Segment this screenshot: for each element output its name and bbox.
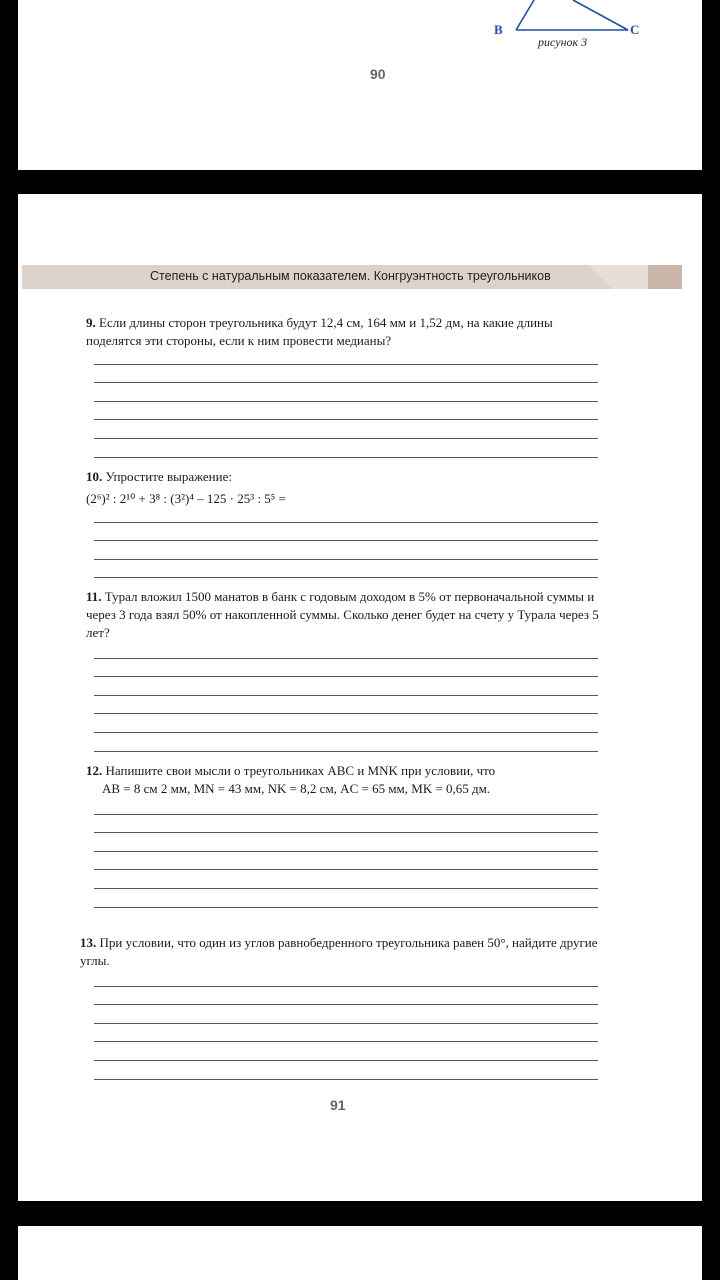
- answer-line[interactable]: [94, 523, 598, 542]
- answer-line[interactable]: [94, 346, 598, 365]
- answer-line[interactable]: [94, 677, 598, 696]
- answer-line[interactable]: [94, 1024, 598, 1043]
- answer-line[interactable]: [94, 420, 598, 439]
- condition: AB = 8 см 2 мм, MN = 43 мм, NK = 8,2 см, AC = 65 мм, MK = 0,65 дм.: [102, 781, 491, 796]
- answer-line[interactable]: [94, 1042, 598, 1061]
- answer-lines-11[interactable]: [94, 640, 598, 752]
- answer-line[interactable]: [94, 1061, 598, 1080]
- question-text: При условии, что один из углов равнобедренного треугольника равен 50°, найдите другие углы.: [80, 935, 598, 968]
- answer-line[interactable]: [94, 383, 598, 402]
- answer-lines-10[interactable]: [94, 504, 598, 578]
- chapter-header-tab: [648, 265, 682, 289]
- answer-line[interactable]: [94, 640, 598, 659]
- question-text: Упростите выражение:: [105, 469, 232, 484]
- answer-lines-13[interactable]: [94, 968, 598, 1080]
- answer-line[interactable]: [94, 833, 598, 852]
- question-text: Если длины сторон треугольника будут 12,4 см, 164 мм и 1,52 дм, на какие длины поделятся эти стороны, если к ним провести медианы?: [86, 315, 553, 348]
- expression: (2⁶)² : 2¹⁰ + 3⁸ : (3²)⁴ – 125 · 25³ : 5⁵ =: [86, 491, 286, 506]
- answer-line[interactable]: [94, 852, 598, 871]
- answer-line[interactable]: [94, 365, 598, 384]
- answer-line[interactable]: [94, 541, 598, 560]
- question-text: Турал вложил 1500 манатов в банк с годовым доходом в 5% от первоначальной суммы и через 3 года взял 50% от накопленной суммы. Сколько денег будет на счету у Турала через 5 лет?: [86, 589, 599, 640]
- question-number: 9.: [86, 315, 96, 330]
- current-page: [18, 194, 702, 1201]
- answer-line[interactable]: [94, 714, 598, 733]
- vertex-c-label: C: [630, 22, 640, 37]
- answer-line[interactable]: [94, 560, 598, 579]
- answer-lines-12[interactable]: [94, 796, 598, 908]
- question-12: [86, 762, 606, 798]
- question-number: 13.: [80, 935, 97, 950]
- triangle-figure: [478, 0, 678, 60]
- answer-line[interactable]: [94, 870, 598, 889]
- question-10: [86, 468, 606, 508]
- question-13: [80, 934, 606, 970]
- answer-line[interactable]: [94, 696, 598, 715]
- answer-line[interactable]: [94, 1005, 598, 1024]
- previous-page: [18, 0, 702, 170]
- answer-line[interactable]: [94, 987, 598, 1006]
- page-number-90: 90: [370, 66, 386, 82]
- answer-line[interactable]: [94, 402, 598, 421]
- figure-caption: рисунок 3: [538, 35, 588, 49]
- vertex-b-label: B: [494, 22, 503, 37]
- page-number-91: 91: [330, 1097, 346, 1113]
- question-number: 10.: [86, 469, 103, 484]
- question-number: 12.: [86, 763, 103, 778]
- answer-line[interactable]: [94, 889, 598, 908]
- question-text: Напишите свои мысли о треугольниках ABC и MNK при условии, что: [105, 763, 496, 778]
- next-page: [18, 1226, 702, 1280]
- answer-line[interactable]: [94, 504, 598, 523]
- answer-line[interactable]: [94, 815, 598, 834]
- answer-line[interactable]: [94, 733, 598, 752]
- triangle-side-ac: [573, 0, 628, 30]
- answer-line[interactable]: [94, 659, 598, 678]
- question-9: [86, 314, 606, 350]
- answer-lines-9[interactable]: [94, 346, 598, 458]
- question-11: [86, 588, 606, 642]
- answer-line[interactable]: [94, 439, 598, 458]
- chapter-title: Степень с натуральным показателем. Конгруэнтность треугольников: [150, 269, 551, 283]
- answer-line[interactable]: [94, 796, 598, 815]
- answer-line[interactable]: [94, 968, 598, 987]
- triangle-side-ab: [516, 0, 534, 30]
- question-number: 11.: [86, 589, 102, 604]
